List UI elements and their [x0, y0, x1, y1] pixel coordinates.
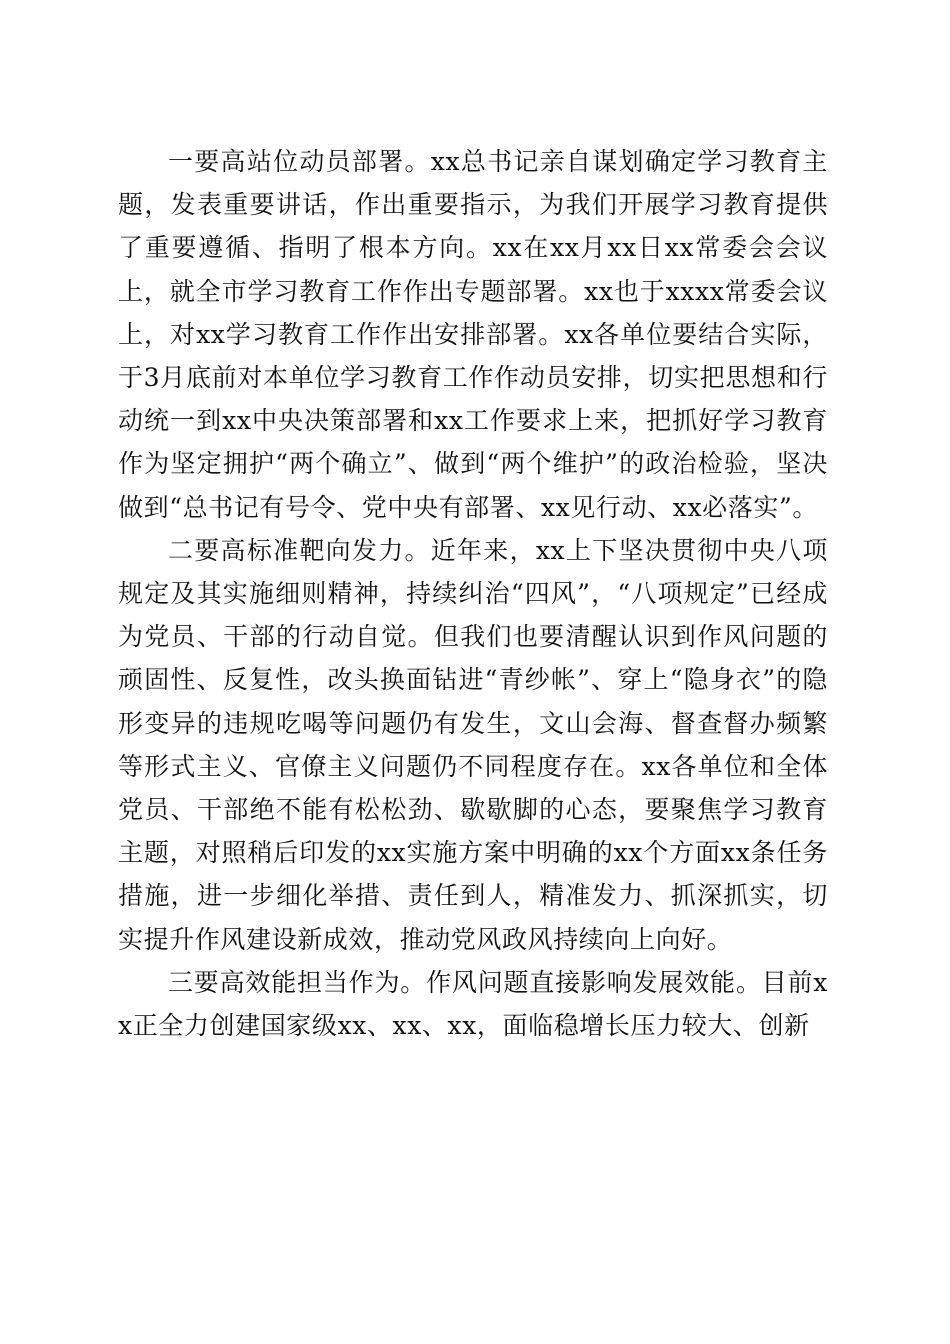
document-body	[118, 140, 828, 1047]
paragraph-2: 二要高标准靶向发力。近年来，xx上下坚决贯彻中央八项规定及其实施细则精神，持续纠治“四风”，“八项规定”已经成为党员、干部的行动自觉。但我们也要清醒认识到作风问题的顽固性、反复性，改头换面钻进“青纱帐”、穿上“隐身衣”的隐形变异的违规吃喝等问题仍有发生，文山会海、督查督办频繁等形式主义、官僚主义问题仍不同程度存在。xx各单位和全体党员、干部绝不能有松松劲、歇歇脚的心态，要聚焦学习教育主题，对照稍后印发的xx实施方案中明确的xx个方面xx条任务措施，进一步细化举措、责任到人，精准发力、抓深抓实，切实提升作风建设新成效，推动党风政风持续向上向好。	[118, 535, 828, 954]
paragraph-3: 三要高效能担当作为。作风问题直接影响发展效能。目前xx正全力创建国家级xx、xx、xx，面临稳增长压力较大、创新	[118, 967, 828, 1041]
paragraph-1: 一要高站位动员部署。xx总书记亲自谋划确定学习教育主题，发表重要讲话，作出重要指示，为我们开展学习教育提供了重要遵循、指明了根本方向。xx在xx月xx日xx常委会会议上，就全市学习教育工作作出专题部署。xx也于xxxx常委会议上，对xx学习教育工作作出安排部署。xx各单位要结合实际，于3月底前对本单位学习教育工作作动员安排，切实把思想和行动统一到xx中央决策部署和xx工作要求上来，把抓好学习教育作为坚定拥护“两个确立”、做到“两个维护”的政治检验，坚决做到“总书记有号令、党中央有部署、xx见行动、xx必落实”。	[118, 147, 828, 522]
